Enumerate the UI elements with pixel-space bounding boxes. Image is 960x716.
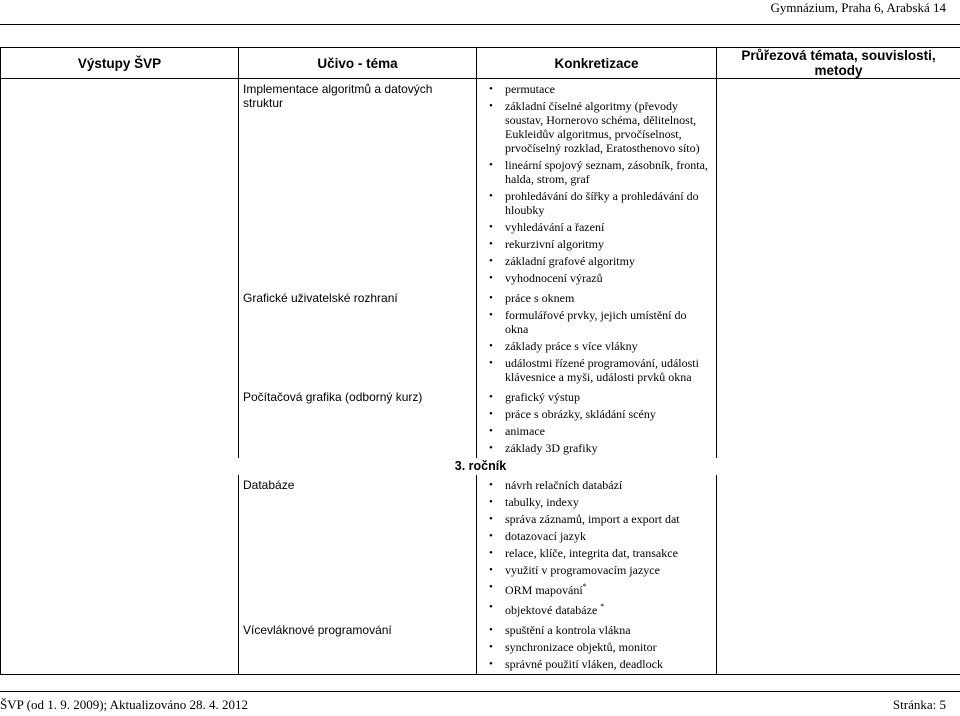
list-item-orm bbox=[489, 580, 712, 597]
column-header-crosscutting: Průřezová témata, souvislosti, metody bbox=[717, 48, 960, 79]
list-item: • základy práce s více vlákny bbox=[489, 339, 712, 353]
list-item: • návrh relačních databází bbox=[489, 478, 712, 492]
topic-gui: Grafické uživatelské rozhraní bbox=[243, 291, 398, 305]
list-item: • animace bbox=[489, 424, 712, 438]
list-item: • událostmi řízené programování, události klávesnice a myši, události prvků okna bbox=[489, 356, 712, 384]
list-item: • správné použití vláken, deadlock bbox=[489, 657, 712, 671]
header-divider bbox=[0, 24, 960, 25]
topic-graphics: Počítačová grafika (odborný kurz) bbox=[243, 390, 423, 404]
item-list bbox=[477, 387, 716, 455]
list-item: • relace, klíče, integrita dat, transakce bbox=[489, 546, 712, 560]
item-list bbox=[477, 288, 716, 384]
list-item: • spuštění a kontrola vlákna bbox=[489, 623, 712, 637]
topic-algorithms: Implementace algoritmů a datových struktur bbox=[243, 82, 433, 110]
table-row bbox=[1, 79, 960, 289]
list-item: • práce s obrázky, skládání scény bbox=[489, 407, 712, 421]
list-item: • dotazovací jazyk bbox=[489, 529, 712, 543]
curriculum-table bbox=[0, 47, 960, 675]
topic-databases: Databáze bbox=[243, 478, 295, 492]
table-row bbox=[1, 387, 960, 458]
table-row bbox=[1, 620, 960, 675]
item-list bbox=[477, 620, 716, 671]
item-list bbox=[477, 475, 716, 617]
list-item: • synchronizace objektů, monitor bbox=[489, 640, 712, 654]
list-item: • rekurzivní algoritmy bbox=[489, 237, 712, 251]
list-item: • lineární spojový seznam, zásobník, fronta, halda, strom, graf bbox=[489, 158, 712, 186]
column-header-outputs: Výstupy ŠVP bbox=[1, 48, 239, 79]
table-header-row bbox=[1, 48, 960, 79]
list-item: • základní číselné algoritmy (převody soustav, Hornerovo schéma, dělitelnost, Eukleidův algoritmus, prvočíselnost, prvočíselný rozklad, Eratosthenovo síto) bbox=[489, 99, 712, 155]
list-item-text: ORM mapování bbox=[505, 583, 583, 597]
list-item: • vyhodnocení výrazů bbox=[489, 271, 712, 285]
item-list bbox=[477, 79, 716, 285]
column-header-details: Konkretizace bbox=[477, 48, 717, 79]
list-item-text: objektové databáze bbox=[505, 603, 598, 617]
list-item: • základní grafové algoritmy bbox=[489, 254, 712, 268]
table-row bbox=[1, 288, 960, 387]
topic-multithreading: Vícevláknové programování bbox=[243, 623, 392, 637]
footnote-mark: * bbox=[582, 582, 587, 591]
footnote-mark: * bbox=[600, 602, 605, 611]
list-item: • permutace bbox=[489, 82, 712, 96]
list-item: • formulářové prvky, jejich umístění do okna bbox=[489, 308, 712, 336]
column-header-topic: Učivo - téma bbox=[239, 48, 477, 79]
list-item-objdb bbox=[489, 600, 712, 617]
list-item: • základy 3D grafiky bbox=[489, 441, 712, 455]
list-item: • tabulky, indexy bbox=[489, 495, 712, 509]
footer-page-number: Stránka: 5 bbox=[892, 697, 946, 712]
list-item: • grafický výstup bbox=[489, 390, 712, 404]
list-item: • využití v programovacím jazyce bbox=[489, 563, 712, 577]
grade-separator-row bbox=[1, 458, 960, 475]
list-item: • správa záznamů, import a export dat bbox=[489, 512, 712, 526]
page-header-school: Gymnázium, Praha 6, Arabská 14 bbox=[770, 0, 946, 15]
list-item: • vyhledávání a řazení bbox=[489, 220, 712, 234]
grade-separator: 3. ročník bbox=[454, 459, 507, 473]
list-item: • práce s oknem bbox=[489, 291, 712, 305]
list-item: • prohledávání do šířky a prohledávání do hloubky bbox=[489, 189, 712, 217]
footer-divider bbox=[0, 691, 960, 692]
table-row bbox=[1, 475, 960, 620]
footer-version: ŠVP (od 1. 9. 2009); Aktualizováno 28. 4. 2012 bbox=[0, 697, 248, 712]
